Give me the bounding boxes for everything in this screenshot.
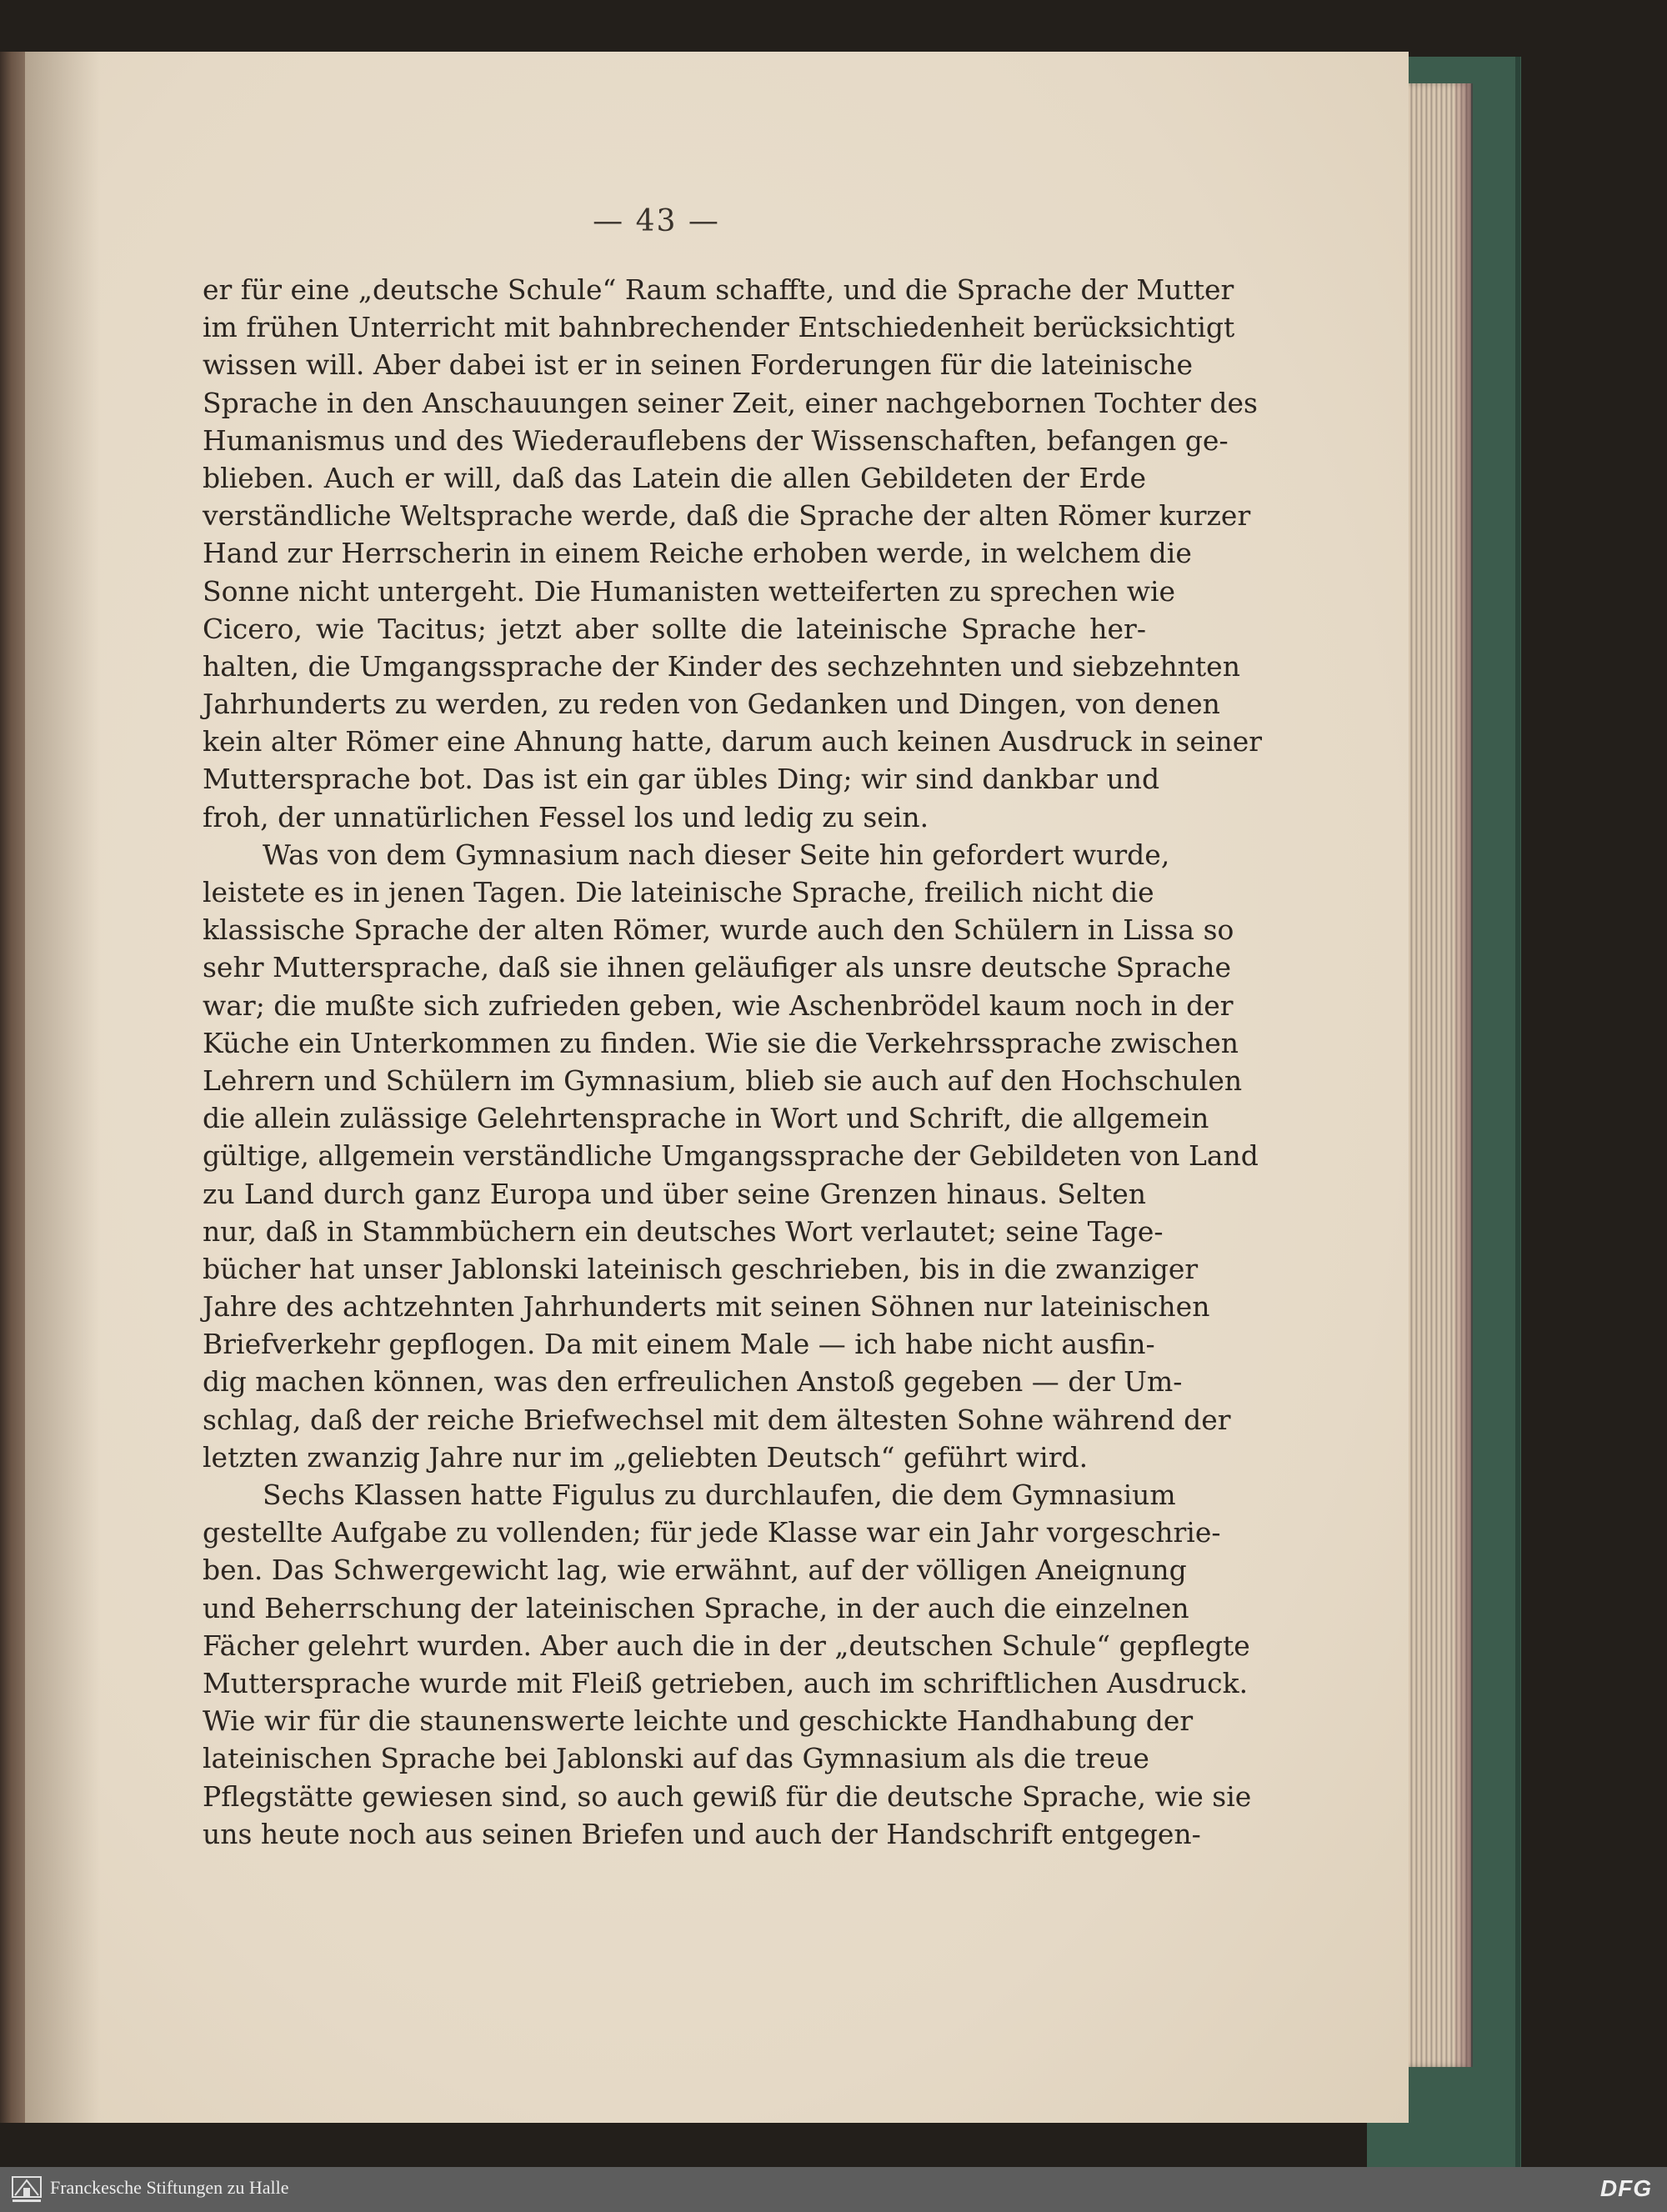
text-line: zu Land durch ganz Europa und über seine Grenzen hinaus. Selten [203, 1177, 1146, 1210]
text-line: die allein zulässige Gelehrtensprache in Wort und Schrift, die allgemein [203, 1102, 1209, 1135]
institution-name: Franckesche Stiftungen zu Halle [50, 2177, 289, 2198]
dfg-logo: DFG [1599, 2175, 1652, 2201]
text-line: Lehrern und Schülern im Gymnasium, blieb sie auch auf den Hochschulen [203, 1063, 1243, 1097]
text-line: verständliche Weltsprache werde, daß die Sprache der alten Römer kurzer [203, 499, 1251, 533]
gutter-shadow [25, 52, 100, 2123]
text-line: sehr Muttersprache, daß sie ihnen geläufiger als unsre deutsche Sprache [203, 951, 1232, 984]
footer-bar [0, 2167, 1667, 2212]
text-line: lateinischen Sprache bei Jablonski auf das Gymnasium als die treue [203, 1742, 1149, 1775]
text-line: Küche ein Unterkommen zu finden. Wie sie die Verkehrssprache zwischen [203, 1026, 1239, 1059]
text-line: gestellte Aufgabe zu vollenden; für jede Klasse war ein Jahr vorgeschrie- [203, 1516, 1221, 1549]
text-line: Cicero, wie Tacitus; jetzt aber sollte die lateinische Sprache her- [203, 612, 1146, 645]
text-line: er für eine „deutsche Schule“ Raum schaffte, und die Sprache der Mutter [203, 273, 1234, 306]
text-line: Jahrhunderts zu werden, zu reden von Gedanken und Dingen, von denen [203, 688, 1220, 721]
text-line: dig machen können, was den erfreulichen Anstoß gegeben — der Um- [203, 1365, 1183, 1399]
text-line: Sonne nicht untergeht. Die Humanisten wetteiferten zu sprechen wie [203, 574, 1176, 608]
text-line: Jahre des achtzehnten Jahrhunderts mit seinen Söhnen nur lateinischen [203, 1290, 1210, 1324]
text-line: gültige, allgemein verständliche Umgangssprache der Gebildeten von Land [203, 1139, 1259, 1173]
text-line: bücher hat unser Jablonski lateinisch geschrieben, bis in die zwanziger [203, 1252, 1199, 1285]
text-line: Fächer gelehrt wurden. Aber auch die in der „deutschen Schule“ gepflegte [203, 1629, 1250, 1662]
text-line: Sprache in den Anschauungen seiner Zeit, einer nachgebornen Tochter des [203, 386, 1258, 419]
text-line: kein alter Römer eine Ahnung hatte, darum auch keinen Ausdruck in seiner [203, 725, 1263, 758]
text-line: Hand zur Herrscherin in einem Reiche erhoben werde, in welchem die [203, 537, 1192, 570]
text-line: wissen will. Aber dabei ist er in seinen Forderungen für die lateinische [203, 348, 1194, 382]
text-line: klassische Sprache der alten Römer, wurde auch den Schülern in Lissa so [203, 913, 1234, 947]
text-line: Wie wir für die staunenswerte leichte und geschickte Handhabung der [203, 1704, 1194, 1738]
facing-page-edge [0, 52, 28, 2123]
page-stack-shade [1454, 83, 1473, 2067]
text-line: Humanismus und des Wiederauflebens der Wissenschaften, befangen ge- [203, 423, 1229, 457]
text-line: im frühen Unterricht mit bahnbrechender Entschiedenheit berücksichtigt [203, 311, 1235, 344]
body-text [203, 271, 1263, 1853]
text-line: Briefverkehr gepflogen. Da mit einem Male — ich habe nicht ausfin- [203, 1328, 1155, 1361]
text-line: nur, daß in Stammbüchern ein deutsches Wort verlautet; seine Tage- [203, 1214, 1164, 1248]
text-line: blieben. Auch er will, daß das Latein die allen Gebildeten der Erde [203, 461, 1146, 494]
text-line: ben. Das Schwergewicht lag, wie erwähnt, auf der völligen Aneignung [203, 1554, 1187, 1587]
institution-logo-icon [10, 2174, 43, 2205]
page-number: — 43 — [593, 204, 720, 238]
text-line: Muttersprache bot. Das ist ein gar übles Ding; wir sind dankbar und [203, 763, 1160, 796]
text-line: Muttersprache wurde mit Fleiß getrieben, auch im schriftlichen Ausdruck. [203, 1666, 1249, 1699]
text-line: war; die mußte sich zufrieden geben, wie Aschenbrödel kaum noch in der [203, 988, 1234, 1022]
text-line: Sechs Klassen hatte Figulus zu durchlaufen, die dem Gymnasium [263, 1479, 1176, 1511]
text-line: und Beherrschung der lateinischen Sprache, in der auch die einzelnen [203, 1591, 1189, 1624]
text-line: froh, der unnatürlichen Fessel los und ledig zu sein. [203, 800, 929, 833]
text-line: Was von dem Gymnasium nach dieser Seite hin gefordert wurde, [263, 838, 1170, 871]
text-line: schlag, daß der reiche Briefwechsel mit dem ältesten Sohne während der [203, 1403, 1231, 1436]
text-line: leistete es in jenen Tagen. Die lateinische Sprache, freilich nicht die [203, 876, 1154, 908]
text-line: Pflegstätte gewiesen sind, so auch gewiß für die deutsche Sprache, wie sie [203, 1779, 1252, 1813]
text-line: uns heute noch aus seinen Briefen und auch der Handschrift entgegen- [203, 1817, 1201, 1850]
text-line: halten, die Umgangssprache der Kinder des sechzehnten und siebzehnten [203, 649, 1240, 683]
text-line: letzten zwanzig Jahre nur im „geliebten Deutsch“ geführt wird. [203, 1440, 1089, 1474]
book-cover-edge [1515, 57, 1520, 2167]
